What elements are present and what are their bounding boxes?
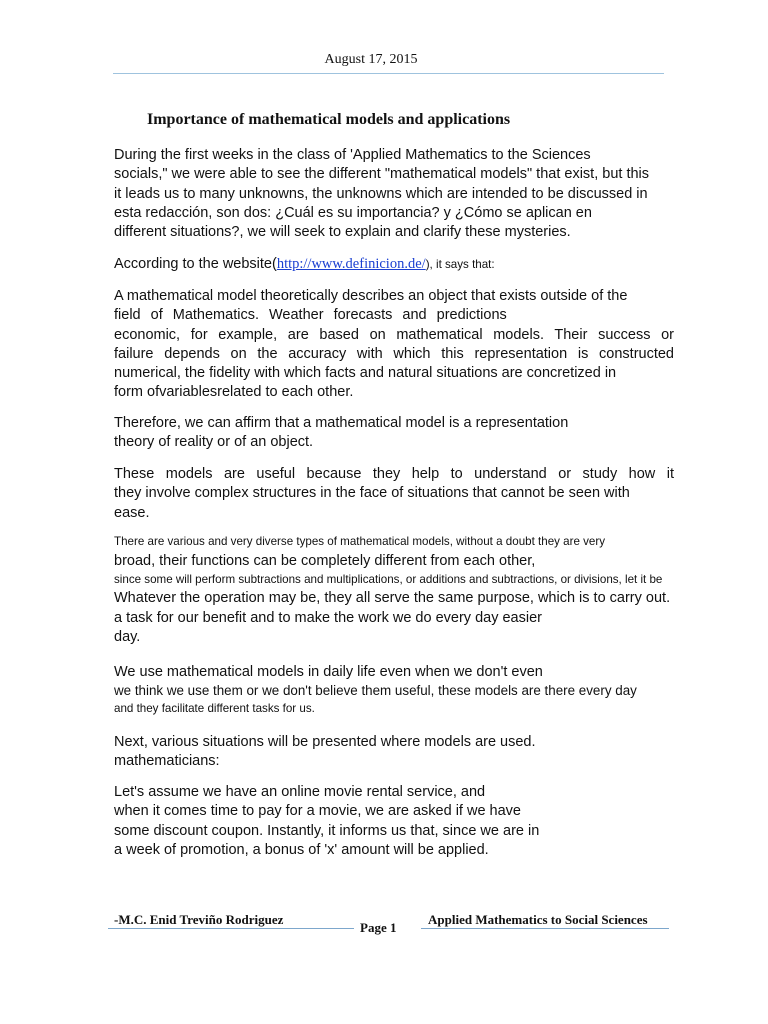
text-line: when it comes time to pay for a movie, we are asked if we have xyxy=(114,803,521,820)
text-line: they involve complex structures in the face of situations that cannot be seen with xyxy=(114,485,630,502)
text-line: mathematicians: xyxy=(114,753,220,770)
page-number: Page 1 xyxy=(360,920,397,935)
text-line: socials," we were able to see the different "mathematical models" that exist, but this xyxy=(114,166,650,183)
text-line: a week of promotion, a bonus of 'x' amount will be applied. xyxy=(114,841,489,858)
text-line: ease. xyxy=(114,504,150,521)
footer-course: Applied Mathematics to Social Sciences xyxy=(428,912,648,927)
footer-right-rule xyxy=(421,928,669,929)
text-line: Therefore, we can affirm that a mathematical model is a representation xyxy=(114,415,569,431)
text-line: different situations?, we will seek to explain and clarify these mysteries. xyxy=(114,224,571,241)
text-line: day. xyxy=(114,629,141,646)
paragraph-definition xyxy=(114,287,674,403)
text-line: theory of reality or of an object. xyxy=(114,434,314,451)
text-line xyxy=(114,255,674,274)
text-line: field of Mathematics. Weather forecasts and predictions xyxy=(114,307,507,324)
paragraph-example xyxy=(114,783,674,860)
footer-left-rule xyxy=(108,928,354,929)
text-line: failure depends on the accuracy with which this representation is constructed xyxy=(114,345,674,362)
text-line: it leads us to many unknowns, the unknowns which are intended to be discussed in xyxy=(114,185,648,202)
footer-author: -M.C. Enid Treviño Rodriguez xyxy=(114,912,284,927)
paragraph-daily-life xyxy=(114,663,674,717)
text-line: and they facilitate different tasks for us. xyxy=(114,702,315,715)
text-line: numerical, the fidelity with which facts and natural situations are concretized in xyxy=(114,365,617,382)
text-line: some discount coupon. Instantly, it informs us that, since we are in xyxy=(114,822,540,839)
text-line: Whatever the operation may be, they all serve the same purpose, which is to carry out. xyxy=(114,590,671,606)
document-title: Importance of mathematical models and applications xyxy=(147,111,511,128)
paragraph-source xyxy=(114,255,674,274)
text-line: a task for our benefit and to make the work we do every day easier xyxy=(114,610,542,626)
paragraph-usefulness xyxy=(114,465,674,523)
paragraph-affirmation xyxy=(114,414,674,453)
source-link[interactable]: http://www.definicion.de/ xyxy=(276,256,426,272)
paragraph-types xyxy=(114,533,674,648)
text-line: economic, for example, are based on mathematical models. Their success or xyxy=(114,326,674,343)
source-prefix: According to the website( xyxy=(114,256,277,272)
source-suffix: ), it says that: xyxy=(425,258,495,271)
text-line: broad, their functions can be completely different from each other, xyxy=(114,553,536,569)
header-date: August 17, 2015 xyxy=(324,52,418,67)
text-line: There are various and very diverse types of mathematical models, without a doubt they are very xyxy=(114,535,606,548)
text-line: During the first weeks in the class of 'Applied Mathematics to the Sciences xyxy=(114,147,591,163)
paragraph-intro xyxy=(114,146,674,242)
text-line: esta redacción, son dos: ¿Cuál es su importancia? y ¿Cómo se aplican en xyxy=(114,204,592,221)
text-line: These models are useful because they help to understand or study how it xyxy=(114,466,674,482)
text-line: Let's assume we have an online movie rental service, and xyxy=(114,784,486,800)
text-line: A mathematical model theoretically describes an object that exists outside of the xyxy=(114,288,628,304)
text-line: since some will perform subtractions and multiplications, or additions and subtractions, or divisions, let it be xyxy=(114,573,663,586)
paragraph-situations xyxy=(114,733,674,772)
text-line: Next, various situations will be presented where models are used. xyxy=(114,734,536,750)
text-line: form ofvariablesrelated to each other. xyxy=(114,384,354,401)
text-line: We use mathematical models in daily life even when we don't even xyxy=(114,664,543,680)
text-line: we think we use them or we don't believe them useful, these models are there every day xyxy=(114,683,637,698)
header-rule xyxy=(113,73,664,74)
